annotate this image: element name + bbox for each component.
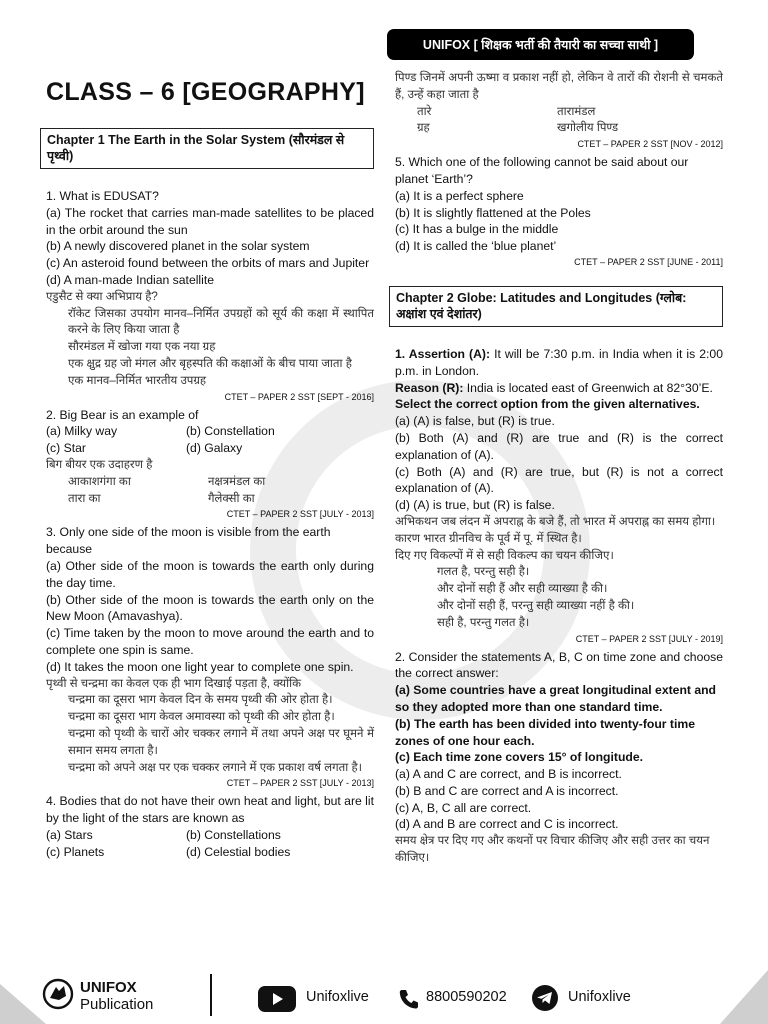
hindi-option-a: रॉकेट जिसका उपयोग मानव–निर्मित उपग्रहों को सूर्य की कक्षा में स्थापित करने के लिए किया जाता है bbox=[68, 306, 374, 337]
hindi-option-b: चन्द्रमा का दूसरा भाग केवल अमावस्या को पृथ्वी की ओर होता है। bbox=[68, 710, 335, 724]
hindi-option-b: तारामंडल bbox=[557, 104, 596, 118]
question-text: 2. Big Bear is an example of bbox=[46, 407, 199, 422]
option-a: (a) The rocket that carries man-made satellites to be placed in the orbit around the sun bbox=[46, 205, 374, 237]
corner-decoration-right bbox=[720, 970, 768, 1024]
footer-brand-name: UNIFOX bbox=[80, 979, 137, 996]
question-source: CTET – PAPER 2 SST [JUNE - 2011] bbox=[574, 256, 723, 267]
question-source: CTET – PAPER 2 SST [JULY - 2013] bbox=[226, 778, 374, 789]
hindi-option-d: सही है, परन्तु गलत है। bbox=[437, 615, 530, 629]
question-2 bbox=[46, 407, 374, 522]
chapter-1-heading: Chapter 1 The Earth in the Solar System (सौरमंडल से पृथ्वी) bbox=[40, 128, 374, 169]
option-d: (d) Celestial bodies bbox=[186, 844, 291, 859]
option-a: (a) It is a perfect sphere bbox=[395, 188, 524, 203]
option-c: (c) An asteroid found between the orbits of mars and Jupiter bbox=[46, 256, 370, 271]
option-c: (c) Both (A) and (R) are true, but (R) is not a correct explanation of (A). bbox=[395, 464, 723, 496]
chapter-2-heading: Chapter 2 Globe: Latitudes and Longitudes (ग्लोब: अक्षांश एवं देशांतर) bbox=[389, 286, 723, 327]
right-column bbox=[395, 70, 723, 867]
hindi-option-a: चन्द्रमा का दूसरा भाग केवल दिन के समय पृथ्वी की ओर होता है। bbox=[68, 693, 333, 707]
option-b: (b) Both (A) and (R) are true and (R) is the correct explanation of (A). bbox=[395, 430, 723, 462]
assertion-text: It will be 7:30 p.m. in India when it is 2:00 p.m. in London. bbox=[395, 346, 723, 378]
option-c: (c) Planets bbox=[46, 844, 105, 859]
hindi-question: पृथ्वी से चन्द्रमा का केवल एक ही भाग दिखाई पड़ता है, क्योंकि bbox=[46, 676, 302, 690]
footer-brand-sub: Publication bbox=[80, 996, 154, 1013]
hindi-option-d: एक मानव–निर्मित भारतीय उपग्रह bbox=[68, 373, 207, 387]
question-source: CTET – PAPER 2 SST [JULY - 2019] bbox=[575, 633, 723, 644]
instruction-text: Select the correct option from the given alternatives. bbox=[395, 397, 700, 412]
youtube-link[interactable]: Unifoxlive bbox=[306, 989, 369, 1005]
hindi-option-d: गैलेक्सी का bbox=[208, 491, 255, 505]
hindi-question: समय क्षेत्र पर दिए गए और कथनों पर विचार कीजिए और सही उत्तर का चयन कीजिए। bbox=[395, 834, 710, 865]
footer-brand bbox=[80, 979, 153, 1013]
hindi-question: पिण्ड जिनमें अपनी ऊष्मा व प्रकाश नहीं हो, लेकिन वे तारों की रोशनी से चमकते हैं, उन्हें कहा जाता है bbox=[395, 71, 723, 101]
assertion-label: 1. Assertion (A): bbox=[395, 346, 491, 361]
chapter-2-question-1 bbox=[395, 346, 723, 646]
reason-text: India is located east of Greenwich at 82°30’E. bbox=[463, 380, 713, 395]
statement-c: (c) Each time zone covers 15° of longitude. bbox=[395, 750, 643, 765]
question-4-continued bbox=[395, 70, 723, 151]
option-b: (b) Other side of the moon is towards the earth only on the New Moon (Amavashya). bbox=[46, 592, 374, 624]
hindi-option-c: तारा का bbox=[68, 491, 101, 505]
hindi-question: एडुसैट से क्या अभिप्राय है? bbox=[46, 289, 158, 303]
statement-a: (a) Some countries have a great longitudinal extent and so they adopted more than one standard time. bbox=[395, 683, 716, 714]
corner-decoration-left bbox=[0, 984, 46, 1024]
option-a: (a) Milky way bbox=[46, 424, 118, 439]
brand-banner: UNIFOX [ शिक्षक भर्ती की तैयारी का सच्चा साथी ] bbox=[387, 29, 694, 60]
question-text: 5. Which one of the following cannot be said about our planet ‘Earth’? bbox=[395, 155, 689, 186]
hindi-option-d: खगोलीय पिण्ड bbox=[557, 121, 619, 135]
hindi-option-a: आकाशगंगा का bbox=[68, 474, 131, 488]
phone-number[interactable]: 8800590202 bbox=[426, 989, 507, 1005]
hindi-question: बिग बीयर एक उदाहरण है bbox=[46, 457, 153, 471]
option-c: (c) Star bbox=[46, 441, 86, 456]
question-3 bbox=[46, 524, 374, 790]
hindi-option-c: और दोनों सही हैं, परन्तु सही व्याख्या नहीं है की। bbox=[437, 598, 635, 612]
hindi-option-a: तारे bbox=[417, 104, 432, 118]
question-text: 2. Consider the statements A, B, C on time zone and choose the correct answer: bbox=[395, 649, 723, 681]
question-source: CTET – PAPER 2 SST [NOV - 2012] bbox=[577, 139, 723, 150]
option-a: (a) (A) is false, but (R) is true. bbox=[395, 414, 555, 429]
hindi-option-c: एक क्षुद्र ग्रह जो मंगल और बृहस्पति की कक्षाओं के बीच पाया जाता है bbox=[68, 356, 352, 370]
question-5 bbox=[395, 154, 723, 269]
chapter-2-question-2 bbox=[395, 649, 723, 867]
question-text: 4. Bodies that do not have their own heat and light, but are lit by the light of the stars are known as bbox=[46, 794, 374, 826]
hindi-option-b: नक्षत्रमंडल का bbox=[208, 474, 266, 488]
phone-icon bbox=[398, 988, 420, 1010]
hindi-option-a: गलत है, परन्तु सही है। bbox=[437, 565, 530, 579]
statement-b: (b) The earth has been divided into twenty-four time zones of one hour each. bbox=[395, 716, 695, 748]
option-c: (c) It has a bulge in the middle bbox=[395, 222, 559, 237]
option-d: (d) (A) is true, but (R) is false. bbox=[395, 498, 555, 513]
option-d: (d) A man-made Indian satellite bbox=[46, 272, 215, 287]
question-4 bbox=[46, 793, 374, 860]
reason-label: Reason (R): bbox=[395, 380, 464, 395]
footer bbox=[0, 962, 768, 1024]
hindi-reason: कारण भारत ग्रीनविच के पूर्व में पू. में स्थित है। bbox=[395, 531, 582, 545]
page-title: CLASS – 6 [GEOGRAPHY] bbox=[46, 78, 365, 106]
hindi-option-b: और दोनों सही हैं और सही व्याख्या है की। bbox=[437, 582, 608, 596]
hindi-option-d: चन्द्रमा को अपने अक्ष पर एक चक्कर लगाने में एक प्रकाश वर्ष लगता है। bbox=[68, 760, 362, 774]
hindi-assertion: अभिकथन जब लंदन में अपराह्न के बजे हैं, तो भारत में अपराह्न का समय होगा। bbox=[395, 514, 716, 528]
option-d: (d) A and B are correct and C is incorrect. bbox=[395, 817, 619, 832]
telegram-icon[interactable] bbox=[532, 985, 558, 1011]
question-1 bbox=[46, 188, 374, 404]
telegram-link[interactable]: Unifoxlive bbox=[568, 989, 631, 1005]
question-text: 1. What is EDUSAT? bbox=[46, 189, 159, 203]
left-column bbox=[46, 128, 374, 860]
option-d: (d) Galaxy bbox=[186, 441, 243, 456]
hindi-option-b: सौरमंडल में खोजा गया एक नया ग्रह bbox=[68, 340, 216, 354]
youtube-icon[interactable] bbox=[258, 986, 296, 1012]
fox-logo-icon bbox=[42, 978, 74, 1010]
option-c: (c) A, B, C all are correct. bbox=[395, 800, 532, 815]
option-b: (b) Constellations bbox=[186, 827, 281, 842]
option-a: (a) Other side of the moon is towards the earth only during the day time. bbox=[46, 558, 374, 590]
option-a: (a) Stars bbox=[46, 827, 93, 842]
option-b: (b) It is slightly flattened at the Poles bbox=[395, 205, 591, 220]
option-b: (b) Constellation bbox=[186, 424, 275, 439]
hindi-option-c: चन्द्रमा को पृथ्वी के चारों ओर चक्कर लगाने में तथा अपने अक्ष पर घूमने में समान समय लगता है। bbox=[68, 726, 374, 757]
option-b: (b) A newly discovered planet in the solar system bbox=[46, 239, 310, 254]
option-b: (b) B and C are correct and A is incorrect. bbox=[395, 783, 619, 798]
question-source: CTET – PAPER 2 SST [JULY - 2013] bbox=[226, 509, 374, 520]
option-d: (d) It takes the moon one light year to complete one spin. bbox=[46, 659, 354, 674]
option-c: (c) Time taken by the moon to move around the earth and to complete one spin is same. bbox=[46, 626, 374, 657]
option-d: (d) It is called the ‘blue planet’ bbox=[395, 239, 557, 254]
question-source: CTET – PAPER 2 SST [SEPT - 2016] bbox=[224, 391, 374, 402]
question-text: 3. Only one side of the moon is visible from the earth because bbox=[46, 525, 331, 557]
hindi-option-c: ग्रह bbox=[417, 121, 430, 135]
footer-divider bbox=[210, 974, 212, 1016]
option-a: (a) A and C are correct, and B is incorrect. bbox=[395, 767, 622, 782]
hindi-instruction: दिए गए विकल्पों में से सही विकल्प का चयन कीजिए। bbox=[395, 548, 614, 562]
